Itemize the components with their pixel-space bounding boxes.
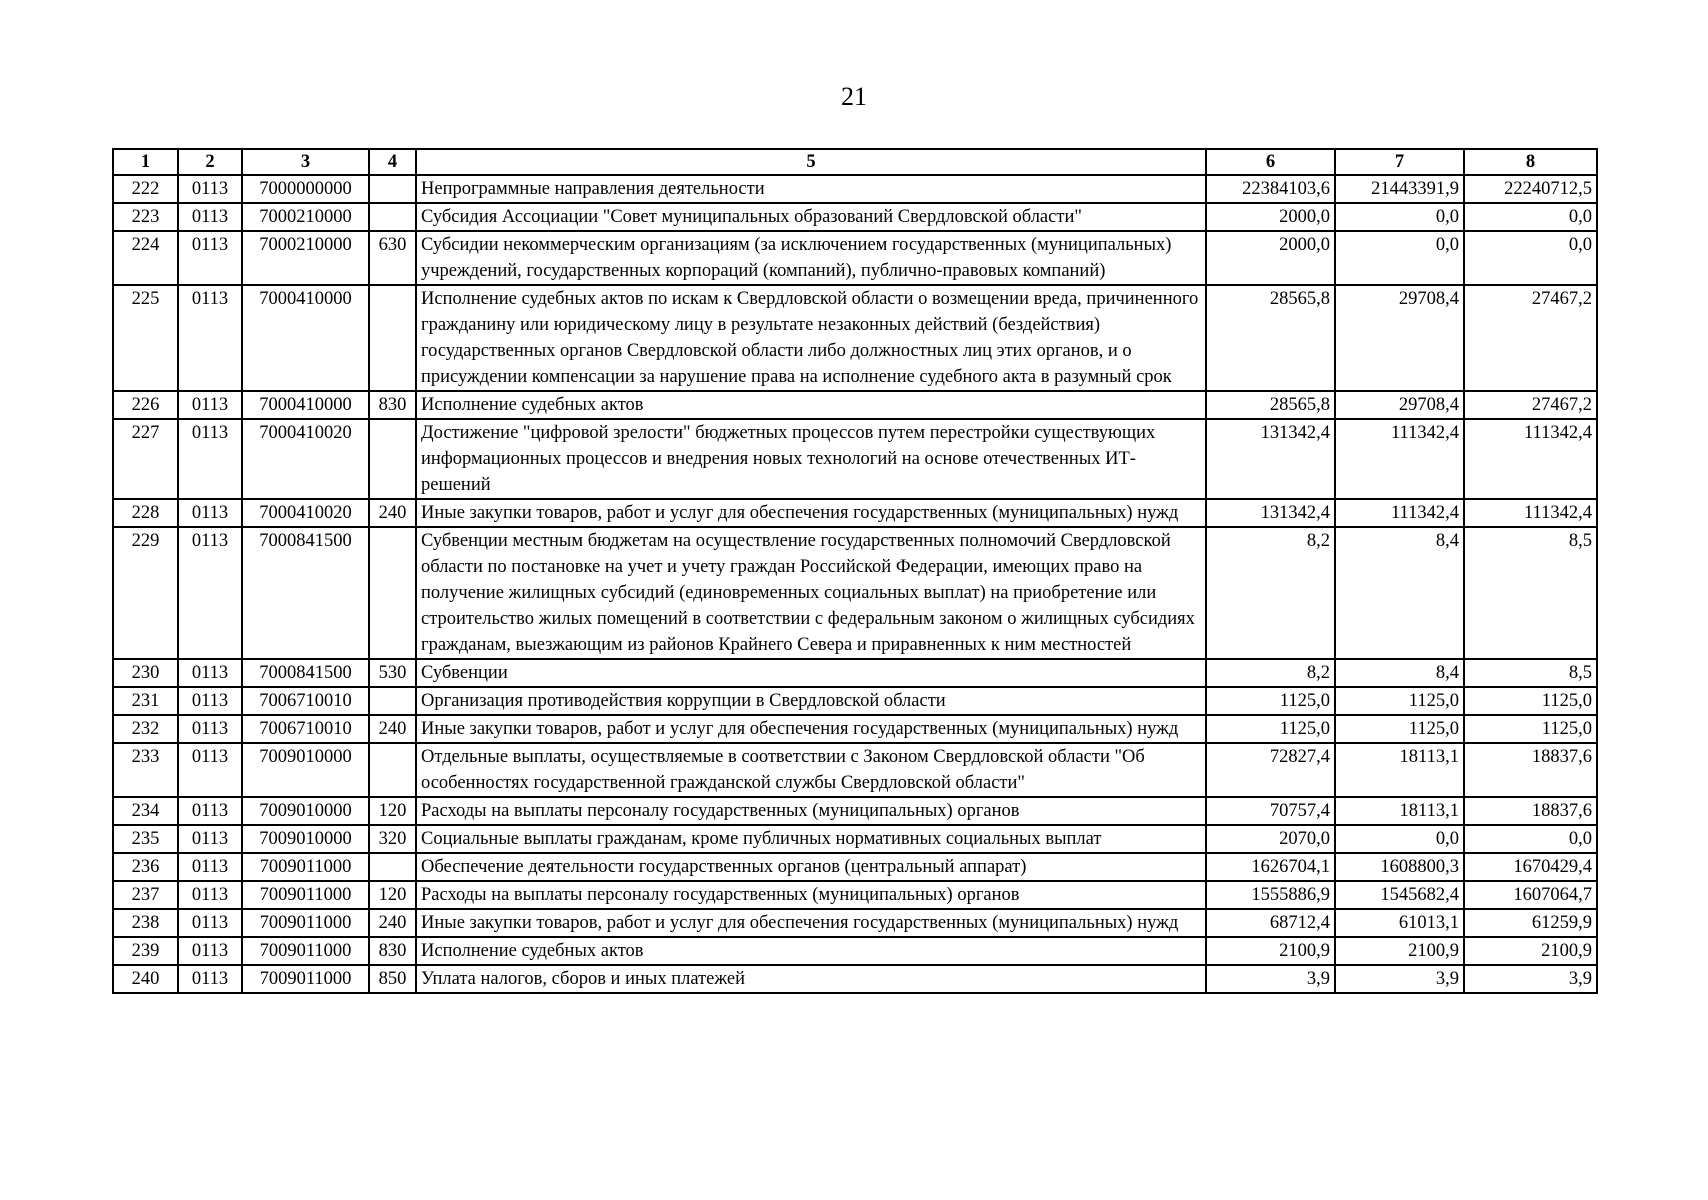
- table-row: [113, 285, 1597, 391]
- amount-year2-cell: 1125,0: [1335, 687, 1464, 715]
- expense-type-cell: 320: [369, 825, 416, 853]
- section-code-cell: 0113: [178, 715, 242, 743]
- amount-year3-cell: 1670429,4: [1464, 853, 1597, 881]
- table-row: [113, 797, 1597, 825]
- table-row: [113, 687, 1597, 715]
- amount-year2-cell: 8,4: [1335, 527, 1464, 659]
- column-header: 6: [1206, 149, 1335, 175]
- target-article-cell: 7000210000: [242, 231, 369, 285]
- expense-type-cell: [369, 285, 416, 391]
- item-name-cell: Субсидии некоммерческим организациям (за исключением государственных (муниципальных) учреждений, государственных корпораций (компаний), публично-правовых компаний): [416, 231, 1206, 285]
- row-number-cell: 230: [113, 659, 178, 687]
- amount-year2-cell: 18113,1: [1335, 743, 1464, 797]
- amount-year1-cell: 28565,8: [1206, 391, 1335, 419]
- column-header: 7: [1335, 149, 1464, 175]
- row-number-cell: 231: [113, 687, 178, 715]
- table-row: [113, 825, 1597, 853]
- section-code-cell: 0113: [178, 391, 242, 419]
- amount-year1-cell: 72827,4: [1206, 743, 1335, 797]
- column-header: 4: [369, 149, 416, 175]
- row-number-cell: 222: [113, 175, 178, 203]
- amount-year3-cell: 2100,9: [1464, 937, 1597, 965]
- amount-year3-cell: 0,0: [1464, 231, 1597, 285]
- table-row: [113, 965, 1597, 993]
- amount-year1-cell: 1555886,9: [1206, 881, 1335, 909]
- expense-type-cell: 120: [369, 881, 416, 909]
- amount-year2-cell: 29708,4: [1335, 285, 1464, 391]
- column-header: 1: [113, 149, 178, 175]
- expense-type-cell: 240: [369, 909, 416, 937]
- row-number-cell: 225: [113, 285, 178, 391]
- amount-year2-cell: 1608800,3: [1335, 853, 1464, 881]
- target-article-cell: 7009011000: [242, 909, 369, 937]
- table-row: [113, 391, 1597, 419]
- table-row: [113, 231, 1597, 285]
- row-number-cell: 235: [113, 825, 178, 853]
- table-row: [113, 853, 1597, 881]
- amount-year2-cell: 29708,4: [1335, 391, 1464, 419]
- amount-year1-cell: 1626704,1: [1206, 853, 1335, 881]
- amount-year1-cell: 8,2: [1206, 527, 1335, 659]
- item-name-cell: Иные закупки товаров, работ и услуг для обеспечения государственных (муниципальных) нужд: [416, 909, 1206, 937]
- item-name-cell: Расходы на выплаты персоналу государственных (муниципальных) органов: [416, 797, 1206, 825]
- item-name-cell: Организация противодействия коррупции в Свердловской области: [416, 687, 1206, 715]
- section-code-cell: 0113: [178, 825, 242, 853]
- amount-year3-cell: 0,0: [1464, 203, 1597, 231]
- table-row: [113, 527, 1597, 659]
- table-row: [113, 743, 1597, 797]
- amount-year1-cell: 2000,0: [1206, 203, 1335, 231]
- table-row: [113, 881, 1597, 909]
- row-number-cell: 240: [113, 965, 178, 993]
- item-name-cell: Исполнение судебных актов: [416, 937, 1206, 965]
- amount-year2-cell: 21443391,9: [1335, 175, 1464, 203]
- section-code-cell: 0113: [178, 499, 242, 527]
- amount-year2-cell: 1545682,4: [1335, 881, 1464, 909]
- row-number-cell: 223: [113, 203, 178, 231]
- amount-year3-cell: 3,9: [1464, 965, 1597, 993]
- expense-type-cell: 630: [369, 231, 416, 285]
- item-name-cell: Исполнение судебных актов по искам к Свердловской области о возмещении вреда, причиненного гражданину или юридическому лицу в результате незаконных действий (бездействия) государственных органов Свердловской области либо должностных лиц этих органов, и о присуждении компенсации за нарушение права на исполнение судебного акта в разумный срок: [416, 285, 1206, 391]
- row-number-cell: 226: [113, 391, 178, 419]
- section-code-cell: 0113: [178, 203, 242, 231]
- target-article-cell: 7009010000: [242, 825, 369, 853]
- section-code-cell: 0113: [178, 527, 242, 659]
- amount-year3-cell: 8,5: [1464, 527, 1597, 659]
- section-code-cell: 0113: [178, 797, 242, 825]
- section-code-cell: 0113: [178, 285, 242, 391]
- amount-year2-cell: 2100,9: [1335, 937, 1464, 965]
- expense-type-cell: [369, 853, 416, 881]
- amount-year2-cell: 8,4: [1335, 659, 1464, 687]
- item-name-cell: Иные закупки товаров, работ и услуг для обеспечения государственных (муниципальных) нужд: [416, 715, 1206, 743]
- row-number-cell: 234: [113, 797, 178, 825]
- target-article-cell: 7000410000: [242, 285, 369, 391]
- amount-year3-cell: 22240712,5: [1464, 175, 1597, 203]
- amount-year2-cell: 1125,0: [1335, 715, 1464, 743]
- amount-year2-cell: 111342,4: [1335, 419, 1464, 499]
- budget-table: [112, 148, 1598, 994]
- item-name-cell: Субсидия Ассоциации "Совет муниципальных образований Свердловской области": [416, 203, 1206, 231]
- table-row: [113, 175, 1597, 203]
- row-number-cell: 238: [113, 909, 178, 937]
- amount-year1-cell: 131342,4: [1206, 499, 1335, 527]
- amount-year3-cell: 1125,0: [1464, 715, 1597, 743]
- item-name-cell: Субвенции: [416, 659, 1206, 687]
- amount-year3-cell: 27467,2: [1464, 285, 1597, 391]
- amount-year1-cell: 2070,0: [1206, 825, 1335, 853]
- target-article-cell: 7009011000: [242, 853, 369, 881]
- table-row: [113, 499, 1597, 527]
- table-body: [113, 175, 1597, 993]
- section-code-cell: 0113: [178, 909, 242, 937]
- row-number-cell: 236: [113, 853, 178, 881]
- item-name-cell: Иные закупки товаров, работ и услуг для обеспечения государственных (муниципальных) нужд: [416, 499, 1206, 527]
- amount-year1-cell: 3,9: [1206, 965, 1335, 993]
- row-number-cell: 239: [113, 937, 178, 965]
- amount-year2-cell: 0,0: [1335, 203, 1464, 231]
- table-row: [113, 203, 1597, 231]
- amount-year2-cell: 0,0: [1335, 231, 1464, 285]
- section-code-cell: 0113: [178, 231, 242, 285]
- table-row: [113, 909, 1597, 937]
- row-number-cell: 237: [113, 881, 178, 909]
- target-article-cell: 7009011000: [242, 937, 369, 965]
- amount-year3-cell: 8,5: [1464, 659, 1597, 687]
- target-article-cell: 7000841500: [242, 527, 369, 659]
- amount-year3-cell: 61259,9: [1464, 909, 1597, 937]
- section-code-cell: 0113: [178, 175, 242, 203]
- item-name-cell: Отдельные выплаты, осуществляемые в соответствии с Законом Свердловской области "Об особенностях государственной гражданской службы Свердловской области": [416, 743, 1206, 797]
- section-code-cell: 0113: [178, 881, 242, 909]
- section-code-cell: 0113: [178, 659, 242, 687]
- row-number-cell: 224: [113, 231, 178, 285]
- target-article-cell: 7006710010: [242, 715, 369, 743]
- expense-type-cell: [369, 527, 416, 659]
- target-article-cell: 7000000000: [242, 175, 369, 203]
- target-article-cell: 7000210000: [242, 203, 369, 231]
- target-article-cell: 7000841500: [242, 659, 369, 687]
- target-article-cell: 7000410020: [242, 499, 369, 527]
- section-code-cell: 0113: [178, 965, 242, 993]
- table-row: [113, 937, 1597, 965]
- amount-year2-cell: 111342,4: [1335, 499, 1464, 527]
- section-code-cell: 0113: [178, 937, 242, 965]
- amount-year1-cell: 2100,9: [1206, 937, 1335, 965]
- target-article-cell: 7000410000: [242, 391, 369, 419]
- amount-year3-cell: 0,0: [1464, 825, 1597, 853]
- item-name-cell: Исполнение судебных актов: [416, 391, 1206, 419]
- amount-year3-cell: 1125,0: [1464, 687, 1597, 715]
- row-number-cell: 227: [113, 419, 178, 499]
- expense-type-cell: 240: [369, 715, 416, 743]
- item-name-cell: Уплата налогов, сборов и иных платежей: [416, 965, 1206, 993]
- amount-year1-cell: 8,2: [1206, 659, 1335, 687]
- amount-year1-cell: 68712,4: [1206, 909, 1335, 937]
- amount-year3-cell: 27467,2: [1464, 391, 1597, 419]
- amount-year3-cell: 18837,6: [1464, 797, 1597, 825]
- column-header: 3: [242, 149, 369, 175]
- amount-year2-cell: 3,9: [1335, 965, 1464, 993]
- target-article-cell: 7009011000: [242, 965, 369, 993]
- row-number-cell: 229: [113, 527, 178, 659]
- section-code-cell: 0113: [178, 419, 242, 499]
- section-code-cell: 0113: [178, 687, 242, 715]
- amount-year1-cell: 2000,0: [1206, 231, 1335, 285]
- table-row: [113, 419, 1597, 499]
- amount-year2-cell: 61013,1: [1335, 909, 1464, 937]
- item-name-cell: Непрограммные направления деятельности: [416, 175, 1206, 203]
- expense-type-cell: [369, 743, 416, 797]
- amount-year2-cell: 18113,1: [1335, 797, 1464, 825]
- amount-year1-cell: 70757,4: [1206, 797, 1335, 825]
- table-row: [113, 715, 1597, 743]
- expense-type-cell: 120: [369, 797, 416, 825]
- row-number-cell: 228: [113, 499, 178, 527]
- column-header: 2: [178, 149, 242, 175]
- amount-year1-cell: 131342,4: [1206, 419, 1335, 499]
- section-code-cell: 0113: [178, 853, 242, 881]
- expense-type-cell: 240: [369, 499, 416, 527]
- target-article-cell: 7000410020: [242, 419, 369, 499]
- item-name-cell: Социальные выплаты гражданам, кроме публичных нормативных социальных выплат: [416, 825, 1206, 853]
- expense-type-cell: 830: [369, 391, 416, 419]
- page-number: 21: [841, 82, 867, 111]
- section-code-cell: 0113: [178, 743, 242, 797]
- target-article-cell: 7009011000: [242, 881, 369, 909]
- column-header: 8: [1464, 149, 1597, 175]
- expense-type-cell: [369, 175, 416, 203]
- expense-type-cell: [369, 687, 416, 715]
- amount-year1-cell: 28565,8: [1206, 285, 1335, 391]
- table-row: [113, 659, 1597, 687]
- expense-type-cell: 530: [369, 659, 416, 687]
- expense-type-cell: [369, 203, 416, 231]
- item-name-cell: Обеспечение деятельности государственных органов (центральный аппарат): [416, 853, 1206, 881]
- row-number-cell: 232: [113, 715, 178, 743]
- target-article-cell: 7009010000: [242, 797, 369, 825]
- amount-year3-cell: 111342,4: [1464, 499, 1597, 527]
- amount-year1-cell: 1125,0: [1206, 715, 1335, 743]
- amount-year2-cell: 0,0: [1335, 825, 1464, 853]
- column-header: 5: [416, 149, 1206, 175]
- amount-year3-cell: 1607064,7: [1464, 881, 1597, 909]
- item-name-cell: Расходы на выплаты персоналу государственных (муниципальных) органов: [416, 881, 1206, 909]
- expense-type-cell: 830: [369, 937, 416, 965]
- amount-year3-cell: 18837,6: [1464, 743, 1597, 797]
- amount-year1-cell: 1125,0: [1206, 687, 1335, 715]
- target-article-cell: 7006710010: [242, 687, 369, 715]
- amount-year1-cell: 22384103,6: [1206, 175, 1335, 203]
- expense-type-cell: [369, 419, 416, 499]
- item-name-cell: Достижение "цифровой зрелости" бюджетных процессов путем перестройки существующих информационных процессов и внедрения новых технологий на основе отечественных ИТ-решений: [416, 419, 1206, 499]
- target-article-cell: 7009010000: [242, 743, 369, 797]
- row-number-cell: 233: [113, 743, 178, 797]
- amount-year3-cell: 111342,4: [1464, 419, 1597, 499]
- header-row: [113, 149, 1597, 175]
- expense-type-cell: 850: [369, 965, 416, 993]
- item-name-cell: Субвенции местным бюджетам на осуществление государственных полномочий Свердловской области по постановке на учет и учету граждан Российской Федерации, имеющих право на получение жилищных субсидий (единовременных социальных выплат) на приобретение или строительство жилых помещений в соответствии с федеральным законом о жилищных субсидиях гражданам, выезжающим из районов Крайнего Севера и приравненных к ним местностей: [416, 527, 1206, 659]
